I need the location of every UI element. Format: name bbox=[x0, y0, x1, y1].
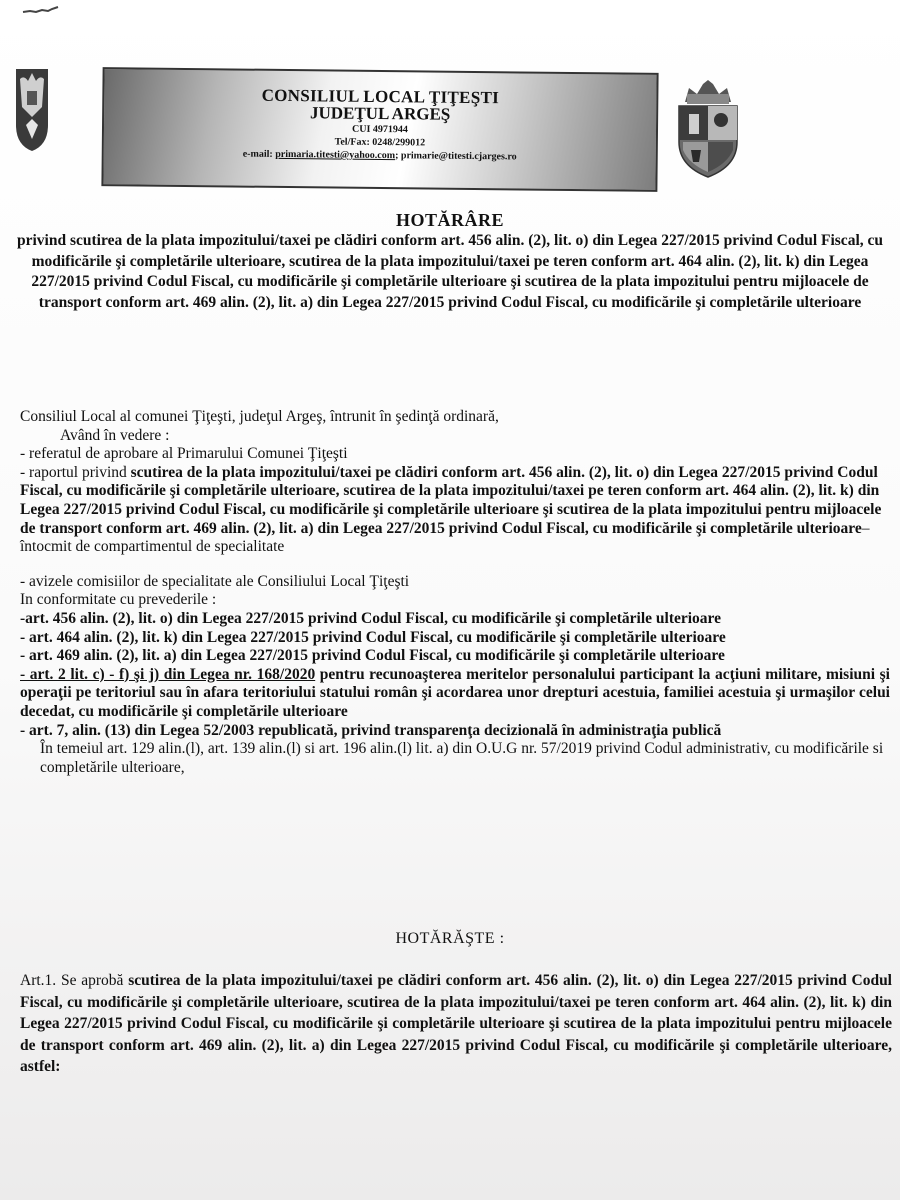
phone-fax: Tel/Fax: 0248/299012 bbox=[334, 136, 426, 149]
email-label: e-mail: bbox=[242, 148, 273, 160]
cui-number: CUI 4971944 bbox=[352, 123, 408, 136]
raport-item bbox=[20, 464, 890, 557]
email-secondary[interactable]: ; primarie@titesti.cjarges.ro bbox=[395, 150, 517, 163]
preamble bbox=[20, 408, 890, 777]
document-subtitle: privind scutirea de la plata impozitului/taxei pe clădiri conform art. 456 alin. (2), lit. o) din Legea 227/2015 privind Codul Fiscal, cu modificările şi completările ulterioare, scutirea de la plata impozitului/taxei pe teren conform art. 464 alin. (2), lit. k) din Legea 227/2015 privind Codul Fiscal, cu modificările şi completările ulterioare şi scutirea de la plata impozitului pentru mijloacele de transport conform art. 469 alin. (2), lit. a) din Legea 227/2015 privind Codul Fiscal, cu modificările şi completările ulterioare bbox=[17, 232, 883, 311]
email-primary-link[interactable]: primaria.titesti@yahoo.com bbox=[275, 148, 396, 162]
law-168-reference: - art. 2 lit. c) - f) şi j) din Legea nr. 168/2020 bbox=[20, 665, 316, 683]
titesti-coat-of-arms-icon bbox=[677, 80, 739, 178]
raport-suffix: – întocmit de compartimentul de specialitate bbox=[20, 519, 870, 556]
law-168-text: pentru recunoaşterea meritelor personalului participant la acţiuni militare, misiuni şi operaţii pe teritoriul sau în afara teritoriului statului român şi acordarea unor drepturi acestuia, familiei acestuia şi urmaşilor celui decedat, cu modificările şi completările ulterioare bbox=[20, 665, 890, 720]
council-name: CONSILIUL LOCAL ŢIŢEŞTI bbox=[261, 85, 500, 108]
county-name: JUDEŢUL ARGEŞ bbox=[309, 103, 451, 124]
law-168-item bbox=[20, 666, 890, 722]
intro-paragraph: Consiliul Local al comunei Ţiţeşti, judeţul Argeş, întrunit în şedinţă ordinară, bbox=[20, 408, 499, 425]
document-title: HOTĂRÂRE bbox=[395, 210, 504, 230]
article-1-prefix: Art.1. Se aprobă bbox=[20, 972, 124, 989]
legal-basis: În temeiul art. 129 alin.(l), art. 139 alin.(l) si art. 196 alin.(l) lit. a) din O.U.G nr. 57/2019 privind Codul administrativ, cu modificările si completările ulterioare, bbox=[40, 740, 884, 776]
conformity-heading: In conformitate cu prevederile : bbox=[20, 591, 217, 609]
letterhead-box bbox=[101, 67, 658, 192]
having-regard-heading: Având în vedere : bbox=[60, 426, 170, 444]
provision-item: -art. 456 alin. (2), lit. o) din Legea 227/2015 privind Codul Fiscal, cu modificările şi completările ulterioare bbox=[20, 609, 722, 627]
romania-coat-of-arms-icon bbox=[14, 67, 50, 152]
provision-item: - art. 464 alin. (2), lit. k) din Legea 227/2015 privind Codul Fiscal, cu modificările şi completările ulterioare bbox=[20, 628, 726, 646]
avize-item: - avizele comisiilor de specialitate ale Consiliului Local Ţiţeşti bbox=[20, 572, 410, 590]
article-1 bbox=[20, 970, 892, 1078]
referat-item: - referatul de aprobare al Primarului Comunei Ţiţeşti bbox=[20, 445, 348, 463]
provision-item: - art. 469 alin. (2), lit. a) din Legea 227/2015 privind Codul Fiscal, cu modificările şi completările ulterioare bbox=[20, 647, 725, 665]
decides-heading: HOTĂRĂŞTE : bbox=[395, 930, 505, 947]
article-1-body: scutirea de la plata impozitului/taxei pe clădiri conform art. 456 alin. (2), lit. o) din Legea 227/2015 privind Codul Fiscal, cu modificările şi completările ulterioare, scutirea de la plata impozitului/taxei pe teren conform art. 464 alin. (2), lit. k) din Legea 227/2015 privind Codul Fiscal, cu modificările şi completările ulterioare şi scutirea de la plata impozitului pentru mijloacele de transport conform art. 469 alin. (2), lit. a) din Legea 227/2015 privind Codul Fiscal, cu modificările şi completările ulterioare, astfel: bbox=[20, 972, 892, 1075]
raport-prefix: - raportul privind bbox=[20, 463, 131, 481]
law-52-item: - art. 7, alin. (13) din Legea 52/2003 republicată, privind transparenţa decizională în administraţia publică bbox=[20, 721, 722, 739]
pen-scribble-mark bbox=[22, 6, 60, 14]
raport-subject: scutirea de la plata impozitului/taxei pe clădiri conform art. 456 alin. (2), lit. o) din Legea 227/2015 privind Codul Fiscal, cu modificările şi completările ulterioare, scutirea de la plata impozitului/taxei pe teren conform art. 464 alin. (2), lit. k) din Legea 227/2015 privind Codul Fiscal, cu modificările şi completările ulterioare şi scutirea de la plata impozitului pentru mijloacele de transport conform art. 469 alin. (2), lit. a) din Legea 227/2015 privind Codul Fiscal, cu modificările şi completările ulterioare bbox=[20, 463, 882, 537]
